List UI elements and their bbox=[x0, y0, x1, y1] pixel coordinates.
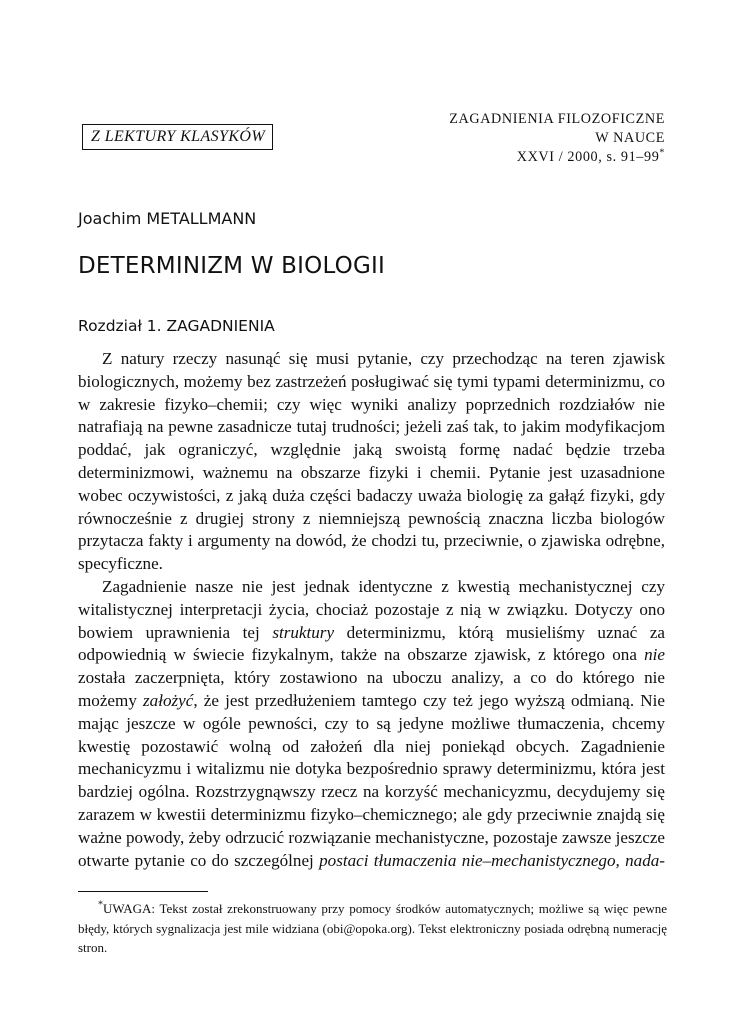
journal-issue-line bbox=[449, 148, 665, 167]
journal-subtitle: W NAUCE bbox=[595, 130, 665, 146]
paragraph-2-emphasis-2: nie bbox=[644, 645, 665, 665]
journal-footnote-mark: * bbox=[659, 147, 665, 159]
journal-header bbox=[449, 110, 665, 167]
paragraph-2-text-2: determinizmu, którą musieliśmy uznać za odpowiednią w świecie fizykalnym, także na obszarze zjawisk, z którego ona bbox=[78, 622, 665, 665]
section-label-box bbox=[82, 124, 273, 150]
footnote-text: UWAGA: Tekst został zrekonstruowany przy pomocy środków automatycznych; możliwe są więc pewne błędy, których sygnalizacja jest mile widziana (obi@opoka.org). Tekst elektroniczny posiada odrębną numerację stron. bbox=[78, 901, 667, 955]
journal-issue: XXVI / 2000, s. 91–99 bbox=[516, 149, 660, 165]
article-title: DETERMINIZM W BIOLOGII bbox=[78, 253, 385, 279]
paragraph-2-emphasis-4: postaci tłumaczenia nie–mechanistycznego, nada- bbox=[319, 850, 665, 870]
journal-name: ZAGADNIENIA FILOZOFICZNE bbox=[449, 111, 665, 127]
footnote-mark: * bbox=[98, 899, 103, 911]
paragraph-2-emphasis-1: struktury bbox=[272, 622, 335, 642]
paragraph-2-text-3: została zaczerpnięta, który zostawiono na uboczu analizy, a co do którego nie możemy bbox=[78, 668, 665, 710]
paragraph-2-emphasis-3: założyć bbox=[143, 690, 194, 710]
section-label: Z LEKTURY KLASYKÓW bbox=[91, 128, 266, 145]
footnote-rule bbox=[78, 891, 208, 892]
author: Joachim METALLMANN bbox=[78, 209, 257, 228]
paragraph-2-text-1: Zagadnienie nasze nie jest jednak identyczne z kwestią mechanistycznej czy witalistycznej interpretacji życia, chociaż pozostaje z nią w związku. Dotyczy ono bowiem uprawnienia tej bbox=[78, 576, 665, 642]
footnote-text-block bbox=[78, 899, 667, 958]
paragraph-1: Z natury rzeczy nasunąć się musi pytanie, czy przechodząc na teren zjawisk biologicznych, możemy bez zastrzeżeń posługiwać się tymi typami determinizmu, co w zakresie fizyko–chemii; czy więc wyniki analizy poprzednich rozdziałów nie natrafiają na pewne zasadnicze tutaj trudności; jeżeli zaś tak, to jakim modyfikacjom poddać, jak ograniczyć, względnie jaką swoistą formę nadać będzie trzeba determinizmowi, ważnemu na obszarze fizyki i chemii. Pytanie jest uzasadnione wobec oczywistości, z jaką duża części badaczy uważa biologię za gałąź fizyki, gdy równocześnie z drugiej strony z niemniejszą pewnością znaczna liczba biologów przytacza fakty i argumenty na dowód, że chodzi tu, przeciwnie, o zjawiska odrębne, specyficzne. bbox=[78, 349, 665, 574]
paragraph-2 bbox=[78, 576, 665, 872]
chapter-heading: Rozdział 1. ZAGADNIENIA bbox=[78, 317, 275, 335]
paragraph-2-text-4: , że jest przedłużeniem tamtego czy też jego wyższą odmianą. Nie mając jeszcze w ogóle pewności, czy to są jedyne możliwe tłumaczenia, chcemy kwestię pozostawić wolną od założeń dla niej poniekąd obcych. Zagadnienie mechanicyzmu i witalizmu nie dotyka bezpośrednio sprawy determinizmu, która jest bardziej ogólna. Rozstrzygnąwszy rzecz na korzyść mechanicyzmu, decydujemy się zarazem w kwestii determinizmu fizyko–chemicznego; ale gdy przeciwnie znajdą się ważne powody, żeby odrzucić rozwiązanie mechanistyczne, pozostaje zawsze jeszcze otwarte pytanie co do szczególnej bbox=[78, 690, 665, 870]
body-text bbox=[78, 348, 665, 872]
footnote bbox=[78, 899, 667, 958]
